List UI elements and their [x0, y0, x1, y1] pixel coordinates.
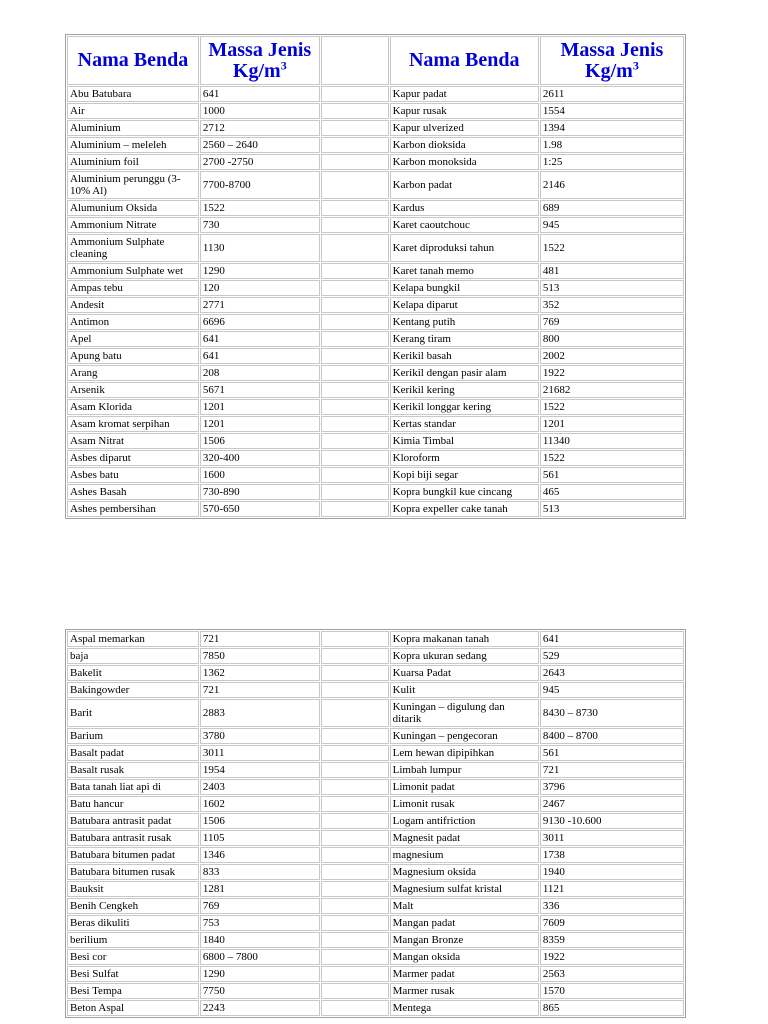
name-right-cell: Kopra expeller cake tanah	[390, 501, 539, 517]
name-right-cell: Kuningan – pengecoran	[390, 728, 539, 744]
name-left-cell: Aluminium foil	[67, 154, 199, 170]
table-row	[67, 331, 684, 347]
name-right-cell: Kulit	[390, 682, 539, 698]
table-row	[67, 217, 684, 233]
density-left-cell: 1602	[200, 796, 320, 812]
spacer-cell	[321, 217, 389, 233]
header-density-label: Massa Jenis	[208, 38, 312, 61]
density-right-cell: 561	[540, 467, 684, 483]
table-row	[67, 382, 684, 398]
density-right-cell: 2467	[540, 796, 684, 812]
spacer-cell	[321, 200, 389, 216]
density-left-cell: 320-400	[200, 450, 320, 466]
spacer-cell	[321, 949, 389, 965]
density-left-cell: 7850	[200, 648, 320, 664]
spacer-cell	[321, 762, 389, 778]
name-right-cell: Mentega	[390, 1000, 539, 1016]
spacer-cell	[321, 915, 389, 931]
spacer-cell	[321, 103, 389, 119]
density-right-cell: 2611	[540, 86, 684, 102]
name-right-cell: Kelapa diparut	[390, 297, 539, 313]
density-right-cell: 465	[540, 484, 684, 500]
density-left-cell: 721	[200, 682, 320, 698]
spacer-cell	[321, 966, 389, 982]
spacer-cell	[321, 484, 389, 500]
spacer-cell	[321, 467, 389, 483]
table-row	[67, 762, 684, 778]
density-right-cell: 1570	[540, 983, 684, 999]
name-right-cell: Kapur padat	[390, 86, 539, 102]
table-row	[67, 501, 684, 517]
density-table-2	[65, 629, 686, 1018]
header-density-label: Massa Jenis	[560, 38, 664, 61]
density-right-cell: 561	[540, 745, 684, 761]
name-right-cell: Lem hewan dipipihkan	[390, 745, 539, 761]
density-right-cell: 1922	[540, 949, 684, 965]
name-left-cell: Besi Sulfat	[67, 966, 199, 982]
density-left-cell: 753	[200, 915, 320, 931]
spacer-cell	[321, 331, 389, 347]
table-row	[67, 983, 684, 999]
table-row	[67, 171, 684, 199]
density-left-cell: 1346	[200, 847, 320, 863]
spacer-cell	[321, 433, 389, 449]
name-right-cell: Kerikil longgar kering	[390, 399, 539, 415]
name-right-cell: Kentang putih	[390, 314, 539, 330]
density-left-cell: 769	[200, 898, 320, 914]
header-name-right: Nama Benda	[390, 36, 539, 85]
table-row	[67, 416, 684, 432]
table-row	[67, 779, 684, 795]
density-right-cell: 8400 – 8700	[540, 728, 684, 744]
name-right-cell: Karet diproduksi tahun	[390, 234, 539, 262]
name-left-cell: Batubara bitumen rusak	[67, 864, 199, 880]
density-left-cell: 1840	[200, 932, 320, 948]
name-left-cell: Asbes batu	[67, 467, 199, 483]
density-left-cell: 2883	[200, 699, 320, 727]
name-right-cell: Kimia Timbal	[390, 433, 539, 449]
density-left-cell: 730-890	[200, 484, 320, 500]
density-right-cell: 1121	[540, 881, 684, 897]
density-right-cell: 3011	[540, 830, 684, 846]
name-left-cell: Beton Aspal	[67, 1000, 199, 1016]
spacer-cell	[321, 682, 389, 698]
table-row	[67, 648, 684, 664]
spacer-cell	[321, 699, 389, 727]
density-right-cell: 2002	[540, 348, 684, 364]
density-right-cell: 8430 – 8730	[540, 699, 684, 727]
density-right-cell: 865	[540, 1000, 684, 1016]
name-left-cell: Aspal memarkan	[67, 631, 199, 647]
table-row	[67, 796, 684, 812]
spacer-cell	[321, 881, 389, 897]
header-name-left: Nama Benda	[67, 36, 199, 85]
name-right-cell: Kopra ukuran sedang	[390, 648, 539, 664]
density-left-cell: 1130	[200, 234, 320, 262]
name-right-cell: Limonit padat	[390, 779, 539, 795]
density-left-cell: 730	[200, 217, 320, 233]
name-right-cell: Kapur rusak	[390, 103, 539, 119]
density-right-cell: 8359	[540, 932, 684, 948]
name-left-cell: Ashes pembersihan	[67, 501, 199, 517]
name-right-cell: Marmer rusak	[390, 983, 539, 999]
density-right-cell: 1554	[540, 103, 684, 119]
density-right-cell: 769	[540, 314, 684, 330]
table-row	[67, 200, 684, 216]
name-right-cell: Magnesium sulfat kristal	[390, 881, 539, 897]
name-left-cell: Bakelit	[67, 665, 199, 681]
spacer-cell	[321, 280, 389, 296]
name-right-cell: magnesium	[390, 847, 539, 863]
name-left-cell: Aluminium	[67, 120, 199, 136]
spacer-cell	[321, 348, 389, 364]
name-left-cell: Aluminium perunggu (3-10% Al)	[67, 171, 199, 199]
density-left-cell: 1000	[200, 103, 320, 119]
table-row	[67, 631, 684, 647]
name-right-cell: Karbon monoksida	[390, 154, 539, 170]
name-left-cell: Ammonium Nitrate	[67, 217, 199, 233]
table-row	[67, 699, 684, 727]
spacer-cell	[321, 234, 389, 262]
spacer-cell	[321, 399, 389, 415]
name-left-cell: Ampas tebu	[67, 280, 199, 296]
name-right-cell: Kopra bungkil kue cincang	[390, 484, 539, 500]
name-left-cell: Abu Batubara	[67, 86, 199, 102]
spacer-cell	[321, 648, 389, 664]
table-row	[67, 932, 684, 948]
name-right-cell: Kelapa bungkil	[390, 280, 539, 296]
density-left-cell: 3780	[200, 728, 320, 744]
density-left-cell: 6696	[200, 314, 320, 330]
table-row	[67, 864, 684, 880]
density-left-cell: 120	[200, 280, 320, 296]
spacer-cell	[321, 382, 389, 398]
spacer-cell	[321, 450, 389, 466]
name-left-cell: Ashes Basah	[67, 484, 199, 500]
table-row	[67, 745, 684, 761]
table-row	[67, 234, 684, 262]
spacer-cell	[321, 86, 389, 102]
spacer-cell	[321, 120, 389, 136]
density-left-cell: 2243	[200, 1000, 320, 1016]
density-right-cell: 945	[540, 217, 684, 233]
name-right-cell: Marmer padat	[390, 966, 539, 982]
table-header-row	[67, 36, 684, 85]
name-right-cell: Magnesium oksida	[390, 864, 539, 880]
name-right-cell: Mangan Bronze	[390, 932, 539, 948]
spacer-cell	[321, 847, 389, 863]
name-right-cell: Kerikil dengan pasir alam	[390, 365, 539, 381]
density-right-cell: 641	[540, 631, 684, 647]
name-left-cell: Arsenik	[67, 382, 199, 398]
table-row	[67, 433, 684, 449]
spacer-cell	[321, 796, 389, 812]
density-left-cell: 6800 – 7800	[200, 949, 320, 965]
density-right-cell: 529	[540, 648, 684, 664]
name-left-cell: Andesit	[67, 297, 199, 313]
spacer-cell	[321, 154, 389, 170]
name-left-cell: Bakingowder	[67, 682, 199, 698]
table-row	[67, 484, 684, 500]
name-right-cell: Kertas standar	[390, 416, 539, 432]
spacer-cell	[321, 665, 389, 681]
table-row	[67, 830, 684, 846]
name-left-cell: Besi Tempa	[67, 983, 199, 999]
name-left-cell: Bauksit	[67, 881, 199, 897]
density-left-cell: 1201	[200, 399, 320, 415]
density-right-cell: 11340	[540, 433, 684, 449]
name-left-cell: berilium	[67, 932, 199, 948]
header-density-right	[540, 36, 684, 85]
spacer-cell	[321, 932, 389, 948]
spacer-cell	[321, 314, 389, 330]
name-right-cell: Mangan oksida	[390, 949, 539, 965]
name-left-cell: Arang	[67, 365, 199, 381]
density-left-cell: 1290	[200, 263, 320, 279]
table-row	[67, 365, 684, 381]
name-right-cell: Kopi biji segar	[390, 467, 539, 483]
spacer-cell	[321, 1000, 389, 1016]
table-row	[67, 966, 684, 982]
density-right-cell: 1738	[540, 847, 684, 863]
name-left-cell: Apel	[67, 331, 199, 347]
name-right-cell: Kuarsa Padat	[390, 665, 539, 681]
density-left-cell: 1290	[200, 966, 320, 982]
table-row	[67, 847, 684, 863]
spacer-cell	[321, 501, 389, 517]
density-left-cell: 1522	[200, 200, 320, 216]
header-density-left	[200, 36, 320, 85]
name-left-cell: Bata tanah liat api di	[67, 779, 199, 795]
density-left-cell: 641	[200, 331, 320, 347]
table-row	[67, 949, 684, 965]
table-row	[67, 682, 684, 698]
spacer-cell	[321, 779, 389, 795]
name-right-cell: Kopra makanan tanah	[390, 631, 539, 647]
density-table-1	[65, 34, 686, 519]
header-unit-exponent: 3	[280, 57, 287, 72]
name-left-cell: Batubara antrasit padat	[67, 813, 199, 829]
table-row	[67, 898, 684, 914]
spacer-cell	[321, 416, 389, 432]
density-right-cell: 3796	[540, 779, 684, 795]
name-left-cell: Basalt padat	[67, 745, 199, 761]
name-left-cell: baja	[67, 648, 199, 664]
name-right-cell: Kuningan – digulung dan ditarik	[390, 699, 539, 727]
density-right-cell: 800	[540, 331, 684, 347]
name-right-cell: Karet tanah memo	[390, 263, 539, 279]
density-left-cell: 2560 – 2640	[200, 137, 320, 153]
density-left-cell: 7750	[200, 983, 320, 999]
table-row	[67, 120, 684, 136]
table-row	[67, 348, 684, 364]
density-left-cell: 7700-8700	[200, 171, 320, 199]
density-left-cell: 1954	[200, 762, 320, 778]
table-row	[67, 154, 684, 170]
density-left-cell: 1362	[200, 665, 320, 681]
name-right-cell: Kerikil basah	[390, 348, 539, 364]
table-row	[67, 881, 684, 897]
name-left-cell: Aluminium – meleleh	[67, 137, 199, 153]
density-left-cell: 5671	[200, 382, 320, 398]
header-spacer	[321, 36, 389, 85]
name-left-cell: Batubara bitumen padat	[67, 847, 199, 863]
density-left-cell: 1281	[200, 881, 320, 897]
name-left-cell: Air	[67, 103, 199, 119]
spacer-cell	[321, 898, 389, 914]
name-right-cell: Limbah lumpur	[390, 762, 539, 778]
density-right-cell: 513	[540, 501, 684, 517]
density-left-cell: 1201	[200, 416, 320, 432]
name-left-cell: Asam Nitrat	[67, 433, 199, 449]
density-right-cell: 2643	[540, 665, 684, 681]
name-right-cell: Kerang tiram	[390, 331, 539, 347]
name-right-cell: Kapur ulverized	[390, 120, 539, 136]
name-left-cell: Barium	[67, 728, 199, 744]
table-row	[67, 915, 684, 931]
name-left-cell: Batu hancur	[67, 796, 199, 812]
density-right-cell: 9130 -10.600	[540, 813, 684, 829]
name-left-cell: Batubara antrasit rusak	[67, 830, 199, 846]
density-left-cell: 570-650	[200, 501, 320, 517]
spacer-cell	[321, 728, 389, 744]
header-unit-label: Kg/m	[232, 59, 281, 82]
density-right-cell: 336	[540, 898, 684, 914]
name-left-cell: Asbes diparut	[67, 450, 199, 466]
spacer-cell	[321, 365, 389, 381]
density-right-cell: 1:25	[540, 154, 684, 170]
name-right-cell: Kloroform	[390, 450, 539, 466]
density-right-cell: 1940	[540, 864, 684, 880]
name-left-cell: Asam kromat serpihan	[67, 416, 199, 432]
name-right-cell: Mangan padat	[390, 915, 539, 931]
table-row	[67, 137, 684, 153]
table-row	[67, 813, 684, 829]
name-right-cell: Magnesit padat	[390, 830, 539, 846]
spacer-cell	[321, 263, 389, 279]
density-left-cell: 2700 -2750	[200, 154, 320, 170]
density-right-cell: 1201	[540, 416, 684, 432]
name-right-cell: Karbon padat	[390, 171, 539, 199]
name-left-cell: Besi cor	[67, 949, 199, 965]
density-right-cell: 352	[540, 297, 684, 313]
density-right-cell: 689	[540, 200, 684, 216]
name-left-cell: Alumunium Oksida	[67, 200, 199, 216]
table-row	[67, 665, 684, 681]
density-right-cell: 2563	[540, 966, 684, 982]
density-left-cell: 833	[200, 864, 320, 880]
spacer-cell	[321, 830, 389, 846]
density-left-cell: 2771	[200, 297, 320, 313]
table-row	[67, 280, 684, 296]
density-right-cell: 7609	[540, 915, 684, 931]
density-left-cell: 1506	[200, 813, 320, 829]
density-right-cell: 945	[540, 682, 684, 698]
header-unit-label: Kg/m	[585, 59, 633, 82]
density-left-cell: 2403	[200, 779, 320, 795]
table-row	[67, 297, 684, 313]
density-left-cell: 1600	[200, 467, 320, 483]
density-right-cell: 1522	[540, 234, 684, 262]
name-left-cell: Asam Klorida	[67, 399, 199, 415]
spacer-cell	[321, 171, 389, 199]
density-right-cell: 1922	[540, 365, 684, 381]
name-right-cell: Kardus	[390, 200, 539, 216]
name-left-cell: Apung batu	[67, 348, 199, 364]
table-row	[67, 467, 684, 483]
density-right-cell: 481	[540, 263, 684, 279]
name-left-cell: Barit	[67, 699, 199, 727]
spacer-cell	[321, 864, 389, 880]
name-right-cell: Karet caoutchouc	[390, 217, 539, 233]
table-row	[67, 263, 684, 279]
density-left-cell: 1105	[200, 830, 320, 846]
density-right-cell: 1522	[540, 399, 684, 415]
density-left-cell: 2712	[200, 120, 320, 136]
table-row	[67, 399, 684, 415]
name-right-cell: Malt	[390, 898, 539, 914]
density-left-cell: 3011	[200, 745, 320, 761]
spacer-cell	[321, 137, 389, 153]
name-left-cell: Benih Cengkeh	[67, 898, 199, 914]
density-right-cell: 21682	[540, 382, 684, 398]
density-left-cell: 721	[200, 631, 320, 647]
name-left-cell: Ammonium Sulphate cleaning	[67, 234, 199, 262]
density-right-cell: 1.98	[540, 137, 684, 153]
table-row	[67, 86, 684, 102]
density-right-cell: 513	[540, 280, 684, 296]
spacer-cell	[321, 983, 389, 999]
density-right-cell: 1394	[540, 120, 684, 136]
spacer-cell	[321, 297, 389, 313]
name-right-cell: Limonit rusak	[390, 796, 539, 812]
name-right-cell: Karbon dioksida	[390, 137, 539, 153]
name-right-cell: Kerikil kering	[390, 382, 539, 398]
density-left-cell: 641	[200, 348, 320, 364]
table-row	[67, 450, 684, 466]
table-row	[67, 1000, 684, 1016]
header-unit-exponent: 3	[632, 57, 639, 72]
table-row	[67, 314, 684, 330]
density-left-cell: 641	[200, 86, 320, 102]
spacer-cell	[321, 813, 389, 829]
density-left-cell: 208	[200, 365, 320, 381]
density-right-cell: 2146	[540, 171, 684, 199]
name-left-cell: Beras dikuliti	[67, 915, 199, 931]
name-left-cell: Basalt rusak	[67, 762, 199, 778]
density-right-cell: 1522	[540, 450, 684, 466]
name-right-cell: Logam antifriction	[390, 813, 539, 829]
spacer-cell	[321, 745, 389, 761]
name-left-cell: Antimon	[67, 314, 199, 330]
density-left-cell: 1506	[200, 433, 320, 449]
table-row	[67, 728, 684, 744]
density-right-cell: 721	[540, 762, 684, 778]
name-left-cell: Ammonium Sulphate wet	[67, 263, 199, 279]
spacer-cell	[321, 631, 389, 647]
table-row	[67, 103, 684, 119]
